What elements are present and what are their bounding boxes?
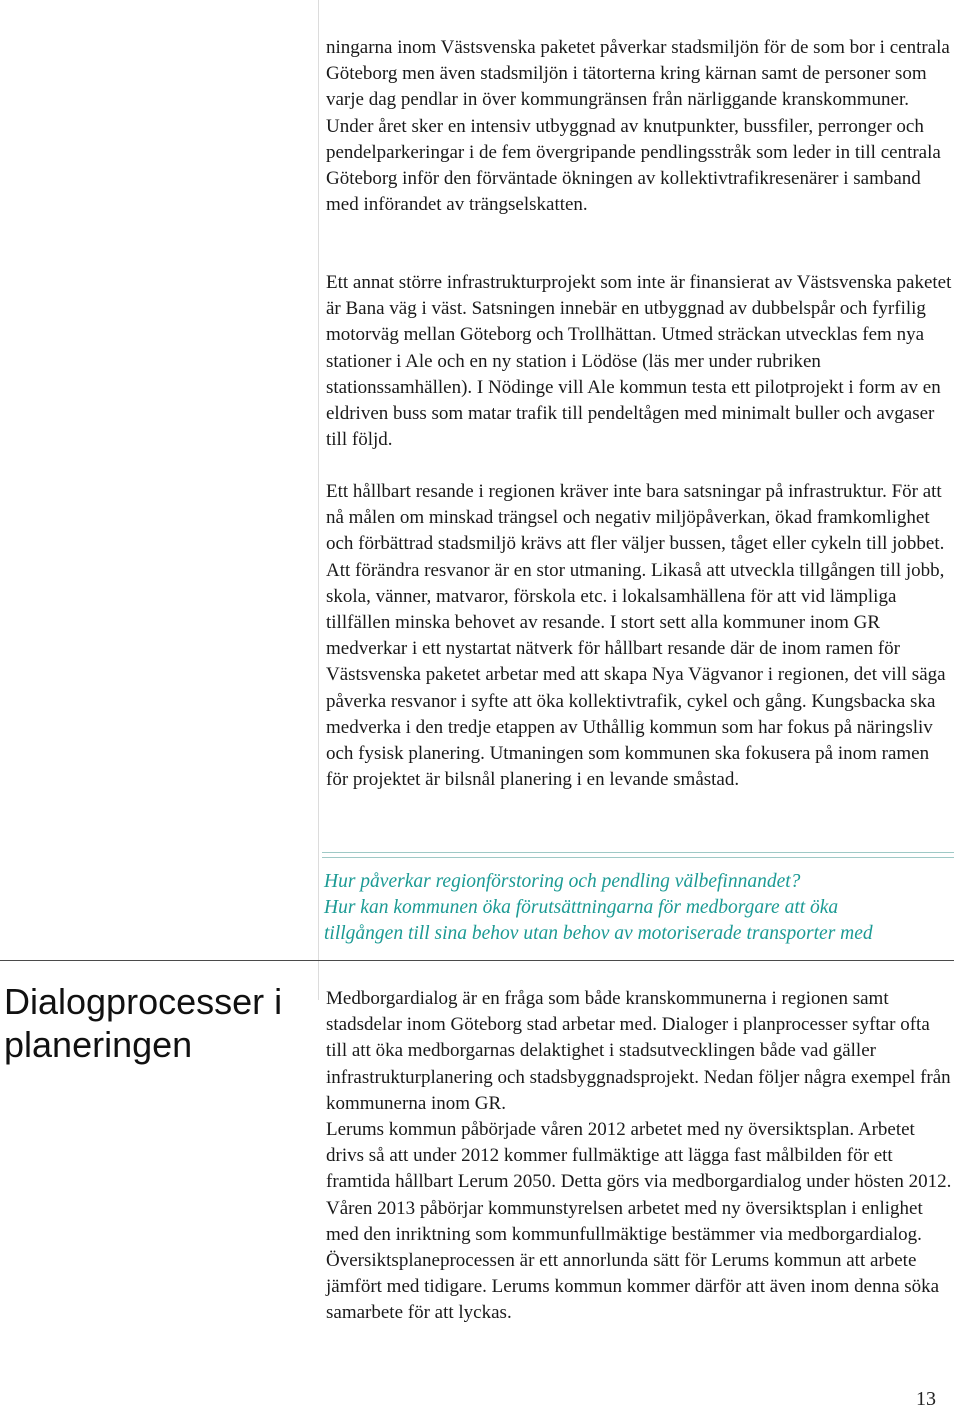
body-paragraph: Ett hållbart resande i regionen kräver inte bara satsningar på infrastruktur. För att nå målen om minskad trängsel och negativ miljöpåverkan, ökad framkomlighet och förbättrad stadsmiljö krävs att fler väljer bussen, tåget eller cykeln till jobbet. Att förändra resvanor är en stor utmaning. Likaså att utveckla tillgången till jobb, skola, vänner, matvaror, förskola etc. i lokalsamhällena för att vid lämpliga tillfällen minska behovet av resande. I stort sett alla kommuner inom GR medverkar i ett nystartat nätverk för hållbart resande där de inom ramen för Västsvenska paketet arbetar med att skapa Nya Vägvanor i regionen, det vill säga påverka resvanor i syfte att öka kollektivtrafik, cykel och gång. Kungsbacka ska medverka i den tredje etappen av Uthållig kommun som har fokus på näringsliv och fysisk planering. Utmaningen som kommunen ska fokusera på inom ramen för projektet är bilsnål planering i en levande småstad. [326,481,946,791]
question-line: tillgången till sina behov utan behov av motoriserade transporter med [324,923,873,945]
body-column-lower [326,479,954,793]
double-rule-bottom [322,857,954,858]
section-body [326,986,954,1327]
section-paragraph: Medborgardialog är en fråga som både kranskommunerna i regionen samt stadsdelar inom Göteborg stad arbetar med. Dialoger i planprocesser syftar ofta till att öka medborgarnas delaktighet i stadsutvecklingen både vad gäller infrastrukturplanering och stadsbyggnadsprojekt. Nedan följer några exempel från kommunerna inom GR. [326,988,951,1114]
question-line: Hur påverkar regionförstoring och pendling välbefinnandet? [324,871,801,892]
reflection-questions [324,869,954,948]
section-heading: Dialogprocesser i planeringen [4,981,283,1065]
column-divider [318,0,319,1000]
question-line: Hur kan kommunen öka förutsättningarna för medborgare att öka [324,897,839,919]
section-divider [0,960,954,961]
double-rule-top [322,852,954,853]
section-paragraph: Lerums kommun påbörjade våren 2012 arbetet med ny översiktsplan. Arbetet drivs så att under 2012 kommer fullmäktige att lägga fast målbilden för ett framtida hållbart Lerum 2050. Detta görs via medborgardialog under hösten 2012. Våren 2013 påbörjar kommunstyrelsen arbetet med ny översiktsplan i enlighet med den inriktning som kommunfullmäktige bestämmer via medborgardialog. Översiktsplaneprocessen är ett annorlunda sätt för Lerums kommun att arbete jämfört med tidigare. Lerums kommun kommer därför att även inom denna söka samarbete för att lyckas. [326,1119,952,1324]
body-column-middle [326,270,954,453]
body-paragraph: Ett annat större infrastrukturprojekt som inte är finansierat av Västsvenska paketet är Bana väg i väst. Satsningen innebär en utbyggnad av dubbelspår och fyrfilig motorväg mellan Göteborg och Trollhättan. Utmed sträckan utvecklas fem nya stationer i Ale och en ny station i Lödöse (läs mer under rubriken stationssamhällen). I Nödinge vill Ale kommun testa ett pilotprojekt i form av en eldriven buss som matar trafik till pendeltågen med minimalt buller och avgaser till följd. [326,272,952,451]
page-number: 13 [916,1388,936,1410]
body-column-top [326,35,954,218]
body-paragraph: ningarna inom Västsvenska paketet påverkar stadsmiljön för de som bor i centrala Göteborg men även stadsmiljön i tätorterna kring kärnan samt de personer som varje dag pendlar in över kommungränsen från närliggande kranskommuner. Under året sker en intensiv utbyggnad av knutpunkter, bussfiler, perronger och pendelparkeringar i de fem övergripande pendlingsstråk som leder in till centrala Göteborg inför den förväntade ökningen av kollektivtrafikresenärer i samband med införandet av trängselskatten. [326,37,950,216]
